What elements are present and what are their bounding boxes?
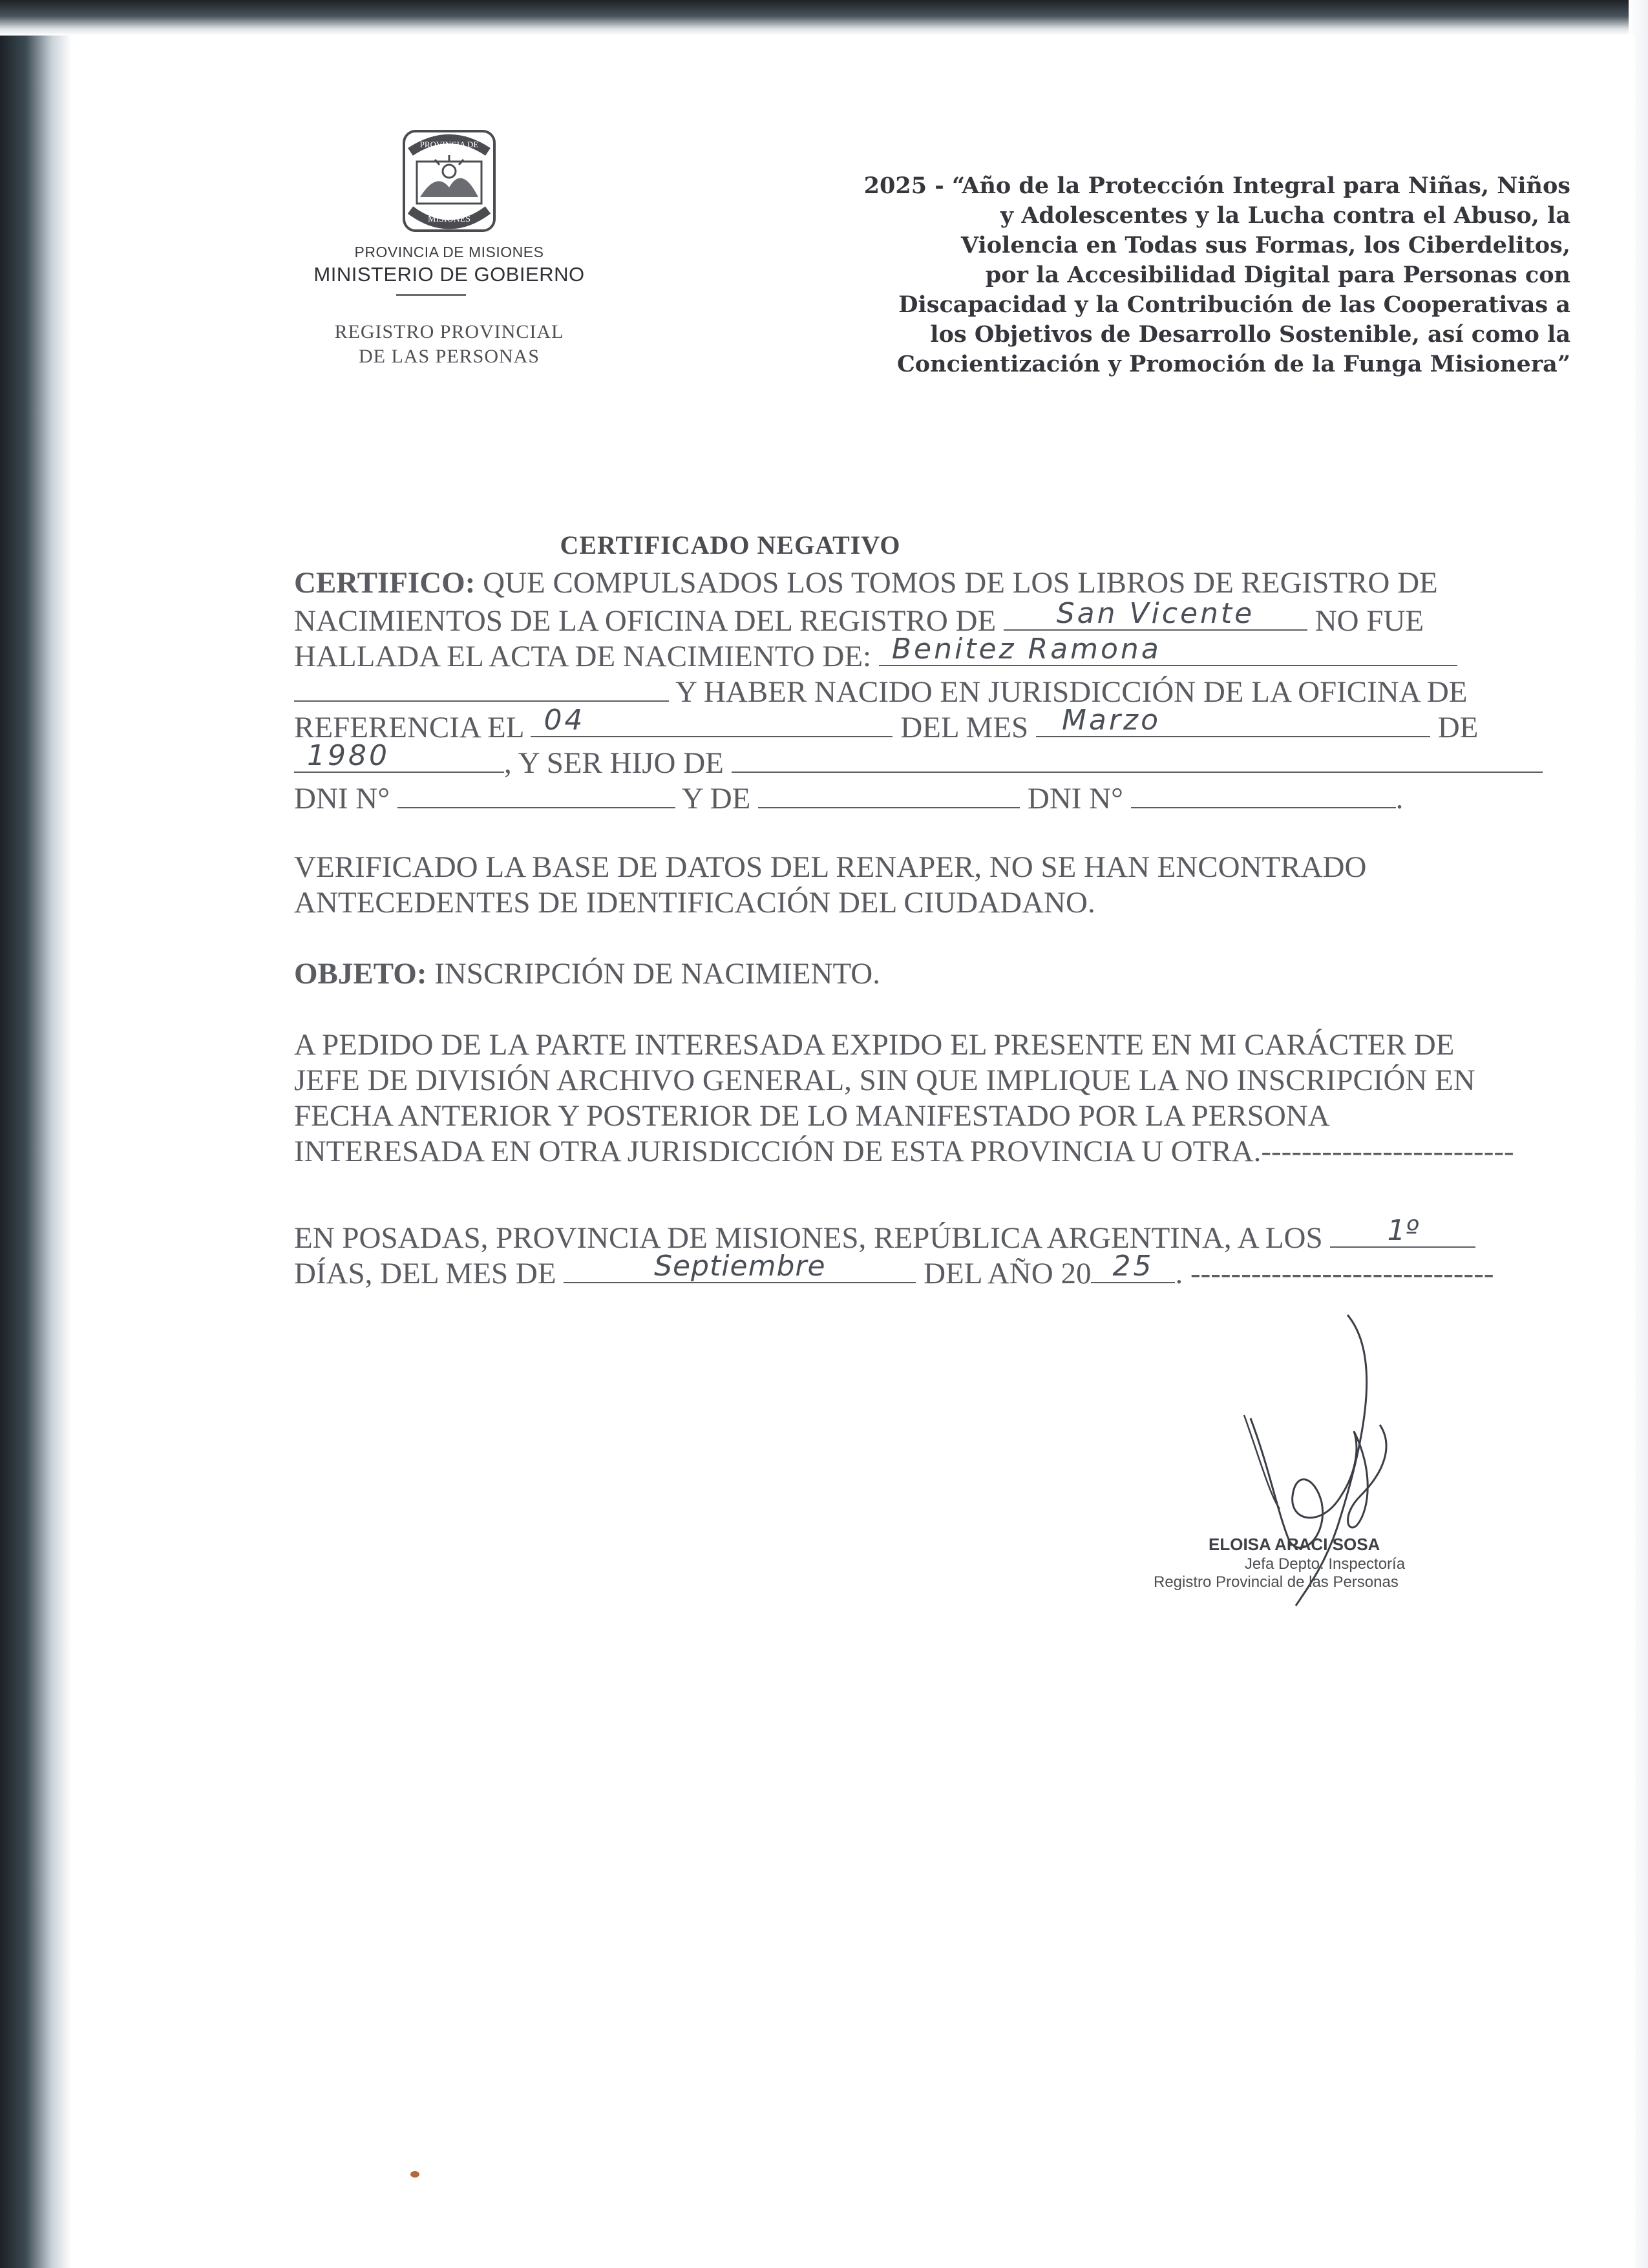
certificate-title: CERTIFICADO NEGATIVO	[560, 530, 901, 560]
issue-year-field	[1091, 1250, 1175, 1283]
issue-day-field	[1330, 1214, 1475, 1248]
cert-line-7: DNI N° Y DE DNI N° .	[294, 779, 1403, 816]
header-registry	[288, 320, 611, 369]
request-line-3: FECHA ANTERIOR Y POSTERIOR DE LO MANIFESTADO POR LA PERSONA	[294, 1099, 1330, 1133]
objeto-line: OBJETO: INSCRIPCIÓN DE NACIMIENTO.	[294, 957, 881, 991]
issue-month-handwritten: Septiembre	[654, 1250, 826, 1283]
crest-text-top: PROVINCIA DE	[419, 140, 479, 149]
signatory-office: Registro Provincial de las Personas	[1154, 1573, 1399, 1591]
birth-day-field	[531, 704, 893, 737]
year-motto	[675, 171, 1570, 379]
parent-1-field	[732, 743, 1543, 773]
motto-line: los Objetivos de Desarrollo Sostenible, así como la	[930, 321, 1570, 348]
motto-line: Discapacidad y la Contribución de las Cooperativas a	[898, 291, 1570, 318]
cert-line-2: NACIMIENTOS DE LA OFICINA DEL REGISTRO DE San Vicente NO FUE	[294, 597, 1424, 638]
name-handwritten: Benitez Ramona	[891, 633, 1161, 666]
header-ministry: MINISTERIO DE GOBIERNO	[313, 263, 585, 286]
verification-line-2: ANTECEDENTES DE IDENTIFICACIÓN DEL CIUDADANO.	[294, 886, 1095, 919]
crest-text-bottom: MISIONES	[427, 215, 471, 224]
parent-1-dni-field	[397, 779, 675, 808]
parent-2-field	[758, 779, 1020, 808]
parent-2-dni-field	[1131, 779, 1396, 808]
issue-month-field	[564, 1250, 916, 1283]
header-divider	[396, 294, 466, 296]
cert-line-1: CERTIFICO: QUE COMPULSADOS LOS TOMOS DE LOS LIBROS DE REGISTRO DE	[294, 566, 1438, 600]
birth-month-field	[1036, 704, 1430, 737]
scan-speck	[410, 2171, 419, 2178]
motto-line: y Adolescentes y la Lucha contra el Abuso, la	[1000, 202, 1570, 229]
header-registry-line1: REGISTRO PROVINCIAL	[334, 321, 564, 342]
name-field	[879, 633, 1457, 666]
header-registry-line2: DE LAS PERSONAS	[358, 346, 540, 367]
name-continuation-field	[294, 672, 669, 702]
cert-line-3: HALLADA EL ACTA DE NACIMIENTO DE: Benitez Ramona	[294, 636, 1457, 674]
birth-day-handwritten: 04	[544, 704, 586, 737]
cert-line-5: REFERENCIA EL 04 DEL MES Marzo DE	[294, 704, 1479, 744]
provincia-de-misiones-crest-icon	[391, 126, 507, 236]
document-page	[74, 36, 1635, 2268]
motto-line: 2025 - “Año de la Protección Integral para Niñas, Niños	[863, 173, 1570, 199]
office-field	[1004, 597, 1307, 631]
signatory-role: Jefa Depto. Inspectoría	[1244, 1555, 1406, 1573]
motto-line: por la Accesibilidad Digital para Personas con	[985, 262, 1570, 288]
scan-edge-left	[0, 0, 71, 2268]
issue-day-handwritten: 1º	[1387, 1214, 1419, 1247]
office-handwritten: San Vicente	[1056, 597, 1255, 630]
birth-year-field	[294, 739, 504, 773]
request-line-2: JEFE DE DIVISIÓN ARCHIVO GENERAL, SIN QUE IMPLIQUE LA NO INSCRIPCIÓN EN	[294, 1064, 1475, 1097]
scan-edge-top	[0, 0, 1648, 36]
place-line-2: DÍAS, DEL MES DE Septiembre DEL AÑO 20 25 . ------------------------------	[294, 1250, 1494, 1290]
certifico-label: CERTIFICO:	[294, 566, 476, 600]
motto-line: Concientización y Promoción de la Funga Misionera”	[896, 351, 1570, 377]
objeto-label: OBJETO:	[294, 957, 427, 991]
issue-year-handwritten: 25	[1112, 1250, 1154, 1283]
request-line-4: INTERESADA EN OTRA JURISDICCIÓN DE ESTA PROVINCIA U OTRA.-------------------------	[294, 1135, 1514, 1168]
cert-line-4: Y HABER NACIDO EN JURISDICCIÓN DE LA OFICINA DE	[294, 672, 1468, 709]
verification-line-1: VERIFICADO LA BASE DE DATOS DEL RENAPER, NO SE HAN ENCONTRADO	[294, 850, 1367, 884]
birth-year-handwritten: 1980	[307, 739, 390, 772]
request-line-1: A PEDIDO DE LA PARTE INTERESADA EXPIDO EL PRESENTE EN MI CARÁCTER DE	[294, 1028, 1455, 1062]
place-line-1: EN POSADAS, PROVINCIA DE MISIONES, REPÚBLICA ARGENTINA, A LOS 1º	[294, 1218, 1475, 1255]
cert-line-6: 1980 , Y SER HIJO DE	[294, 743, 1543, 781]
signatory-name: ELOISA ARACI SOSA	[1209, 1535, 1380, 1554]
header-province: PROVINCIA DE MISIONES	[354, 244, 544, 260]
birth-month-handwritten: Marzo	[1061, 704, 1161, 737]
motto-line: Violencia en Todas sus Formas, los Ciberdelitos,	[960, 232, 1570, 258]
